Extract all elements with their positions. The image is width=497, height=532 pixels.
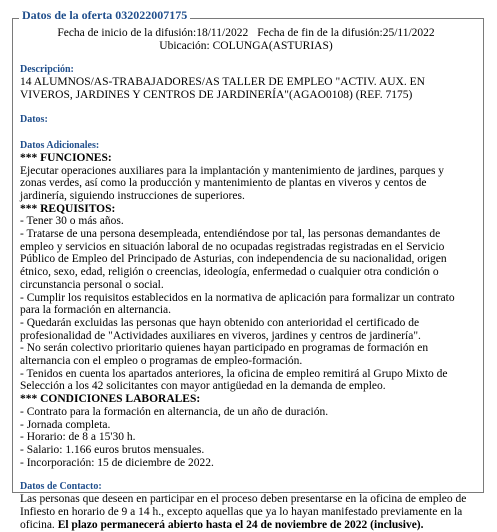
- description-label: Descripción:: [20, 64, 74, 76]
- functions-heading: *** FUNCIONES:: [20, 151, 112, 164]
- functions-text: Ejecutar operaciones auxiliares para la implantación y mantenimiento de jardines, parques y zonas verdes, así como la producción y mantenimiento de plantas en viveros y centos de jardinería, siguiendo instrucciones de superiores.: [20, 164, 445, 202]
- end-date: 25/11/2022: [382, 27, 435, 39]
- requirement-item: - No serán colectivo prioritario quienes hayan participado en programas de formación en alternancia con el empleo o programas de empleo-formación.: [20, 342, 429, 368]
- requirement-item: - Tratarse de una persona desempleada, entendiéndose por tal, las personas demandantes de empleo y servicios en situación laboral de no ocupadas registradas registradas en el Servicio Público de Empleo del Principado de Asturias, con independencia de su nacionalidad, origen étnico, sexo, edad, religión o creencias, ideología, enfermedad o cualquier otra condición o circunstancia personal o social.: [20, 228, 447, 291]
- deadline-notice: El plazo permanecerá abierto hasta el 24 de noviembre de 2022 (inclusive).: [57, 518, 424, 531]
- requirement-item: - Cumplir los requisitos establecidos en la normativa de aplicación para formalizar un contrato para la formación en alternancia.: [20, 291, 455, 317]
- requirement-item: - Tenidos en cuenta los apartados anteriores, la oficina de empleo remitirá al Grupo Mixto de Selección a los 42 solicitantes con mayor antigüedad en la demanda de empleo.: [20, 367, 448, 393]
- contact-text: [20, 493, 472, 531]
- end-date-label: Fecha de fin de la difusión:: [257, 27, 383, 39]
- condition-item: - Contrato para la formación en alternancia, de un año de duración.: [20, 405, 329, 418]
- datos-label: Datos:: [20, 113, 48, 125]
- condition-item: - Horario: de 8 a 15'30 h.: [20, 431, 136, 444]
- additional-data-label: Datos Adicionales:: [20, 139, 100, 151]
- condition-item: - Salario: 1.166 euros brutos mensuales.: [20, 443, 205, 456]
- location-line: [20, 40, 472, 53]
- condition-item: - Jornada completa.: [20, 418, 111, 431]
- start-date: 18/11/2022: [196, 27, 249, 39]
- contact-label: Datos de Contacto:: [20, 481, 102, 493]
- offer-content: [20, 27, 472, 532]
- diffusion-dates: [20, 27, 472, 40]
- condition-item: - Incorporación: 15 de diciembre de 2022.: [20, 456, 214, 469]
- contact-body: Las personas que deseen en participar en el proceso deben presentarse en la oficina de empleo de Infiesto en horario de 9 a 14 h., excepto aquellas que ya lo hayan manifestado previamente en la oficina.: [20, 493, 467, 531]
- location-label: Ubicación:: [159, 39, 210, 52]
- requirement-item: - Tener 30 o más años.: [20, 215, 124, 228]
- start-date-label: Fecha de inicio de la difusión:: [57, 27, 197, 39]
- conditions-heading: *** CONDICIONES LABORALES:: [20, 393, 201, 406]
- requirements-heading: *** REQUISITOS:: [20, 202, 116, 215]
- description-text: 14 ALUMNOS/AS-TRABAJADORES/AS TALLER DE EMPLEO "ACTIV. AUX. EN VIVEROS, JARDINES Y CENTROS DE JARDINERÍA"(AGAO0108) (REF. 7175): [20, 76, 425, 102]
- location-value: COLUNGA(ASTURIAS): [212, 39, 333, 52]
- offer-title: Datos de la oferta 032022007175: [19, 8, 190, 22]
- requirement-item: - Quedarán excluidas las personas que hayn obtenido con anterioridad el certificado de profesionalidad de "Actividades auxiliares en viveros, jardines y centros de jardinería".: [20, 316, 421, 342]
